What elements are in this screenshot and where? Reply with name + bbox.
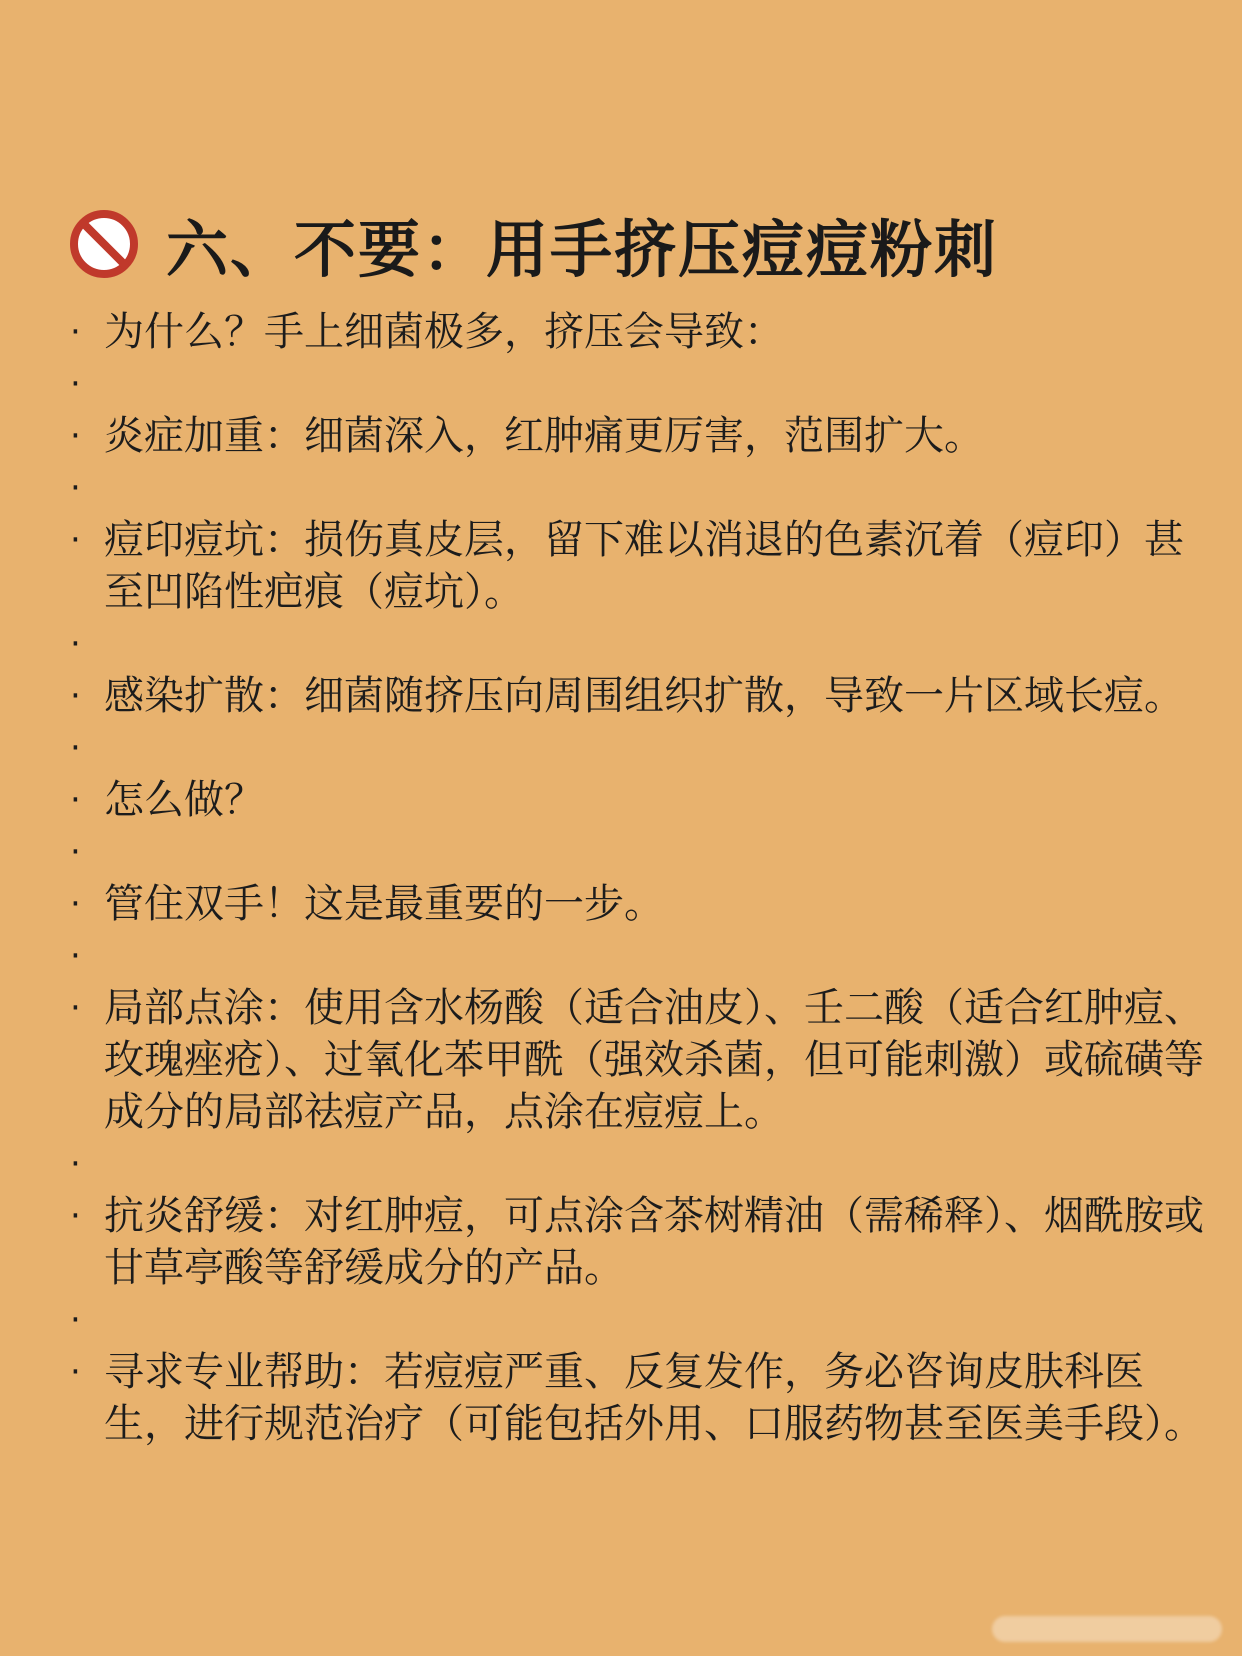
list-item-empty xyxy=(70,1294,1210,1346)
bullet-list xyxy=(70,306,1210,1450)
list-item-empty xyxy=(70,722,1210,774)
list-item: · 管住双手！这是最重要的一步。 xyxy=(70,878,1210,930)
section-heading xyxy=(68,206,999,286)
list-item: · 为什么？手上细菌极多，挤压会导致： xyxy=(70,306,1210,358)
list-item-empty xyxy=(70,618,1210,670)
prohibited-icon xyxy=(68,208,140,280)
list-item-empty xyxy=(70,1138,1210,1190)
list-item-empty xyxy=(70,826,1210,878)
list-item: · 怎么做？ xyxy=(70,774,1210,826)
list-item: · 痘印痘坑：损伤真皮层，留下难以消退的色素沉着（痘印）甚至凹陷性疤痕（痘坑）。 xyxy=(70,514,1210,618)
list-item: · 局部点涂：使用含水杨酸（适合油皮）、壬二酸（适合红肿痘、玫瑰痤疮）、过氧化苯甲酰（强效杀菌，但可能刺激）或硫磺等成分的局部祛痘产品，点涂在痘痘上。 xyxy=(70,982,1210,1138)
heading-title: 六、不要：用手挤压痘痘粉刺 xyxy=(166,212,999,286)
list-item-empty xyxy=(70,930,1210,982)
list-item-empty xyxy=(70,358,1210,410)
list-item: · 抗炎舒缓：对红肿痘，可点涂含茶树精油（需稀释）、烟酰胺或甘草亭酸等舒缓成分的产品。 xyxy=(70,1190,1210,1294)
watermark xyxy=(992,1616,1222,1642)
list-item: · 炎症加重：细菌深入，红肿痛更厉害，范围扩大。 xyxy=(70,410,1210,462)
list-item-empty xyxy=(70,462,1210,514)
list-item: · 寻求专业帮助：若痘痘严重、反复发作，务必咨询皮肤科医生，进行规范治疗（可能包括外用、口服药物甚至医美手段）。 xyxy=(70,1346,1210,1450)
list-item: · 感染扩散：细菌随挤压向周围组织扩散，导致一片区域长痘。 xyxy=(70,670,1210,722)
